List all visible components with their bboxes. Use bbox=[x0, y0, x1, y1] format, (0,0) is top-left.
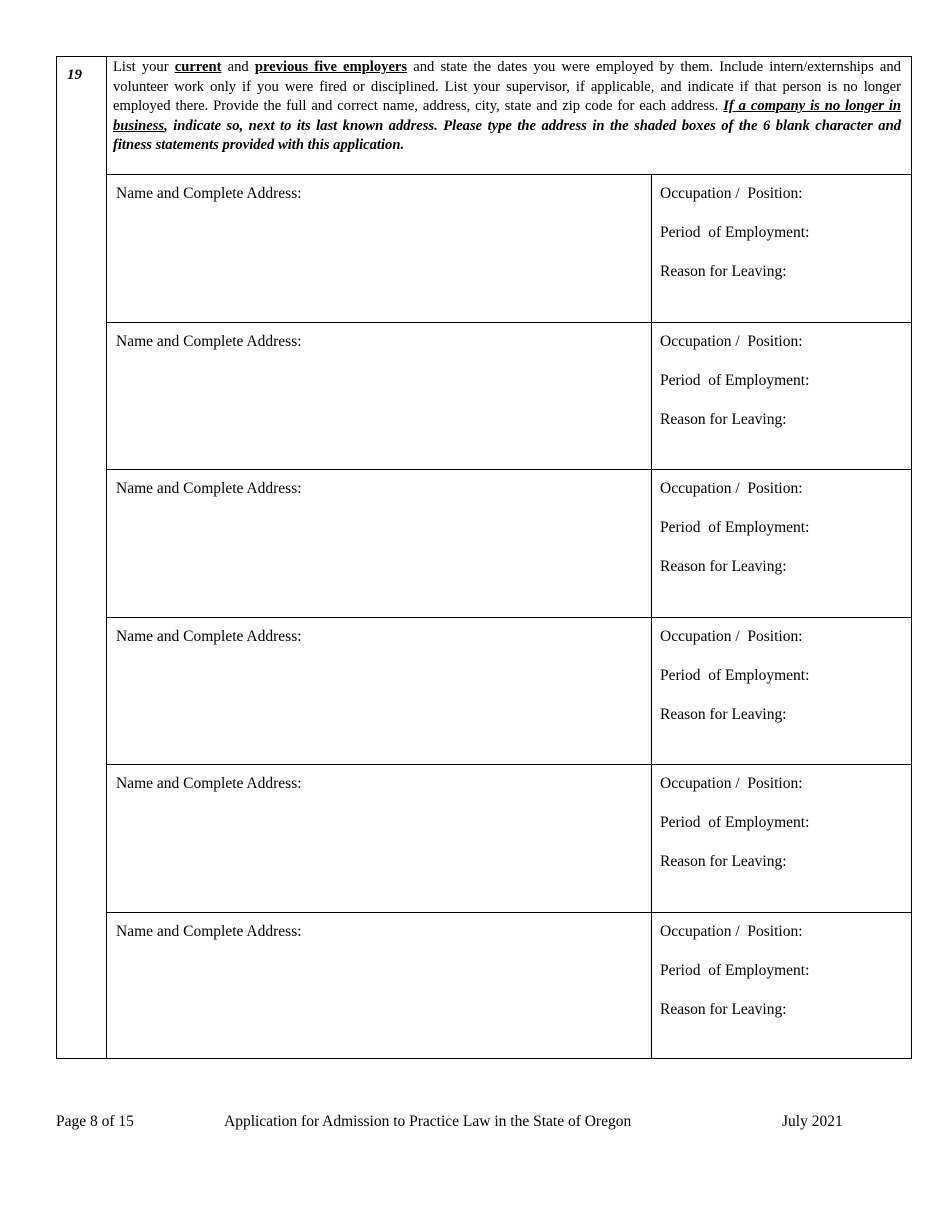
instructions-text-2: and bbox=[221, 59, 255, 75]
question-number-column bbox=[57, 57, 107, 1058]
occupation-label: Occupation / Position: bbox=[660, 185, 803, 202]
occupation-label: Occupation / Position: bbox=[660, 480, 803, 497]
period-label: Period of Employment: bbox=[660, 519, 810, 536]
occupation-label: Occupation / Position: bbox=[660, 922, 803, 940]
page-number: Page 8 of 15 bbox=[56, 1113, 134, 1130]
reason-label: Reason for Leaving: bbox=[660, 853, 787, 870]
employer-row bbox=[107, 912, 912, 1060]
reason-label: Reason for Leaving: bbox=[660, 705, 787, 723]
previous-employers-emphasis: previous five employers bbox=[254, 59, 408, 75]
question-instructions bbox=[113, 58, 901, 156]
employment-info-field[interactable] bbox=[652, 765, 912, 912]
address-field[interactable] bbox=[107, 175, 652, 322]
employer-rows bbox=[107, 174, 912, 1059]
period-label: Period of Employment: bbox=[660, 224, 810, 241]
employer-row bbox=[107, 469, 912, 617]
address-label: Name and Complete Address: bbox=[116, 922, 302, 940]
employment-info-field[interactable] bbox=[652, 913, 912, 1060]
employer-row bbox=[107, 174, 912, 322]
address-label: Name and Complete Address: bbox=[116, 480, 302, 497]
employment-info-field[interactable] bbox=[652, 323, 912, 470]
period-label: Period of Employment: bbox=[660, 371, 810, 389]
address-field[interactable] bbox=[107, 765, 652, 912]
document-date: July 2021 bbox=[782, 1113, 843, 1130]
occupation-label: Occupation / Position: bbox=[660, 627, 803, 645]
employment-info-field[interactable] bbox=[652, 175, 912, 322]
reason-label: Reason for Leaving: bbox=[660, 410, 787, 428]
address-label: Name and Complete Address: bbox=[116, 332, 302, 350]
period-label: Period of Employment: bbox=[660, 666, 810, 684]
address-label: Name and Complete Address: bbox=[116, 185, 302, 202]
address-field[interactable] bbox=[107, 470, 652, 617]
period-label: Period of Employment: bbox=[660, 814, 810, 831]
document-title: Application for Admission to Practice Law in the State of Oregon bbox=[224, 1113, 632, 1130]
occupation-label: Occupation / Position: bbox=[660, 332, 803, 350]
reason-label: Reason for Leaving: bbox=[660, 263, 787, 280]
employer-row bbox=[107, 764, 912, 912]
address-field[interactable] bbox=[107, 618, 652, 765]
employment-info-field[interactable] bbox=[652, 618, 912, 765]
reason-label: Reason for Leaving: bbox=[660, 1000, 787, 1018]
instructions-text-3: and state the dates you were employed by them. Include intern/externships and volunteer work only if you were fired or disciplined. List your supervisor, if applicable, and indicate if that person is no longer employed there. Provide the full and correct name, address, city, state and zip code for each address. bbox=[113, 59, 901, 115]
occupation-label: Occupation / Position: bbox=[660, 775, 803, 792]
instructions-text-1: List your bbox=[113, 59, 175, 75]
instructions-bold-note: , indicate so, next to its last known address. Please type the address in the shaded boxes of the 6 blank character and fitness statements provided with this application. bbox=[113, 117, 901, 154]
address-label: Name and Complete Address: bbox=[116, 775, 302, 792]
employment-info-field[interactable] bbox=[652, 470, 912, 617]
address-field[interactable] bbox=[107, 323, 652, 470]
address-label: Name and Complete Address: bbox=[116, 627, 302, 645]
question-number: 19 bbox=[67, 67, 82, 83]
address-field[interactable] bbox=[107, 913, 652, 1060]
current-emphasis: current bbox=[174, 59, 222, 75]
employment-history-table bbox=[56, 56, 912, 1059]
reason-label: Reason for Leaving: bbox=[660, 558, 787, 575]
out-of-business-emphasis: If a company is no longer in business bbox=[113, 98, 902, 134]
employer-row bbox=[107, 617, 912, 765]
period-label: Period of Employment: bbox=[660, 961, 810, 979]
employer-row bbox=[107, 322, 912, 470]
